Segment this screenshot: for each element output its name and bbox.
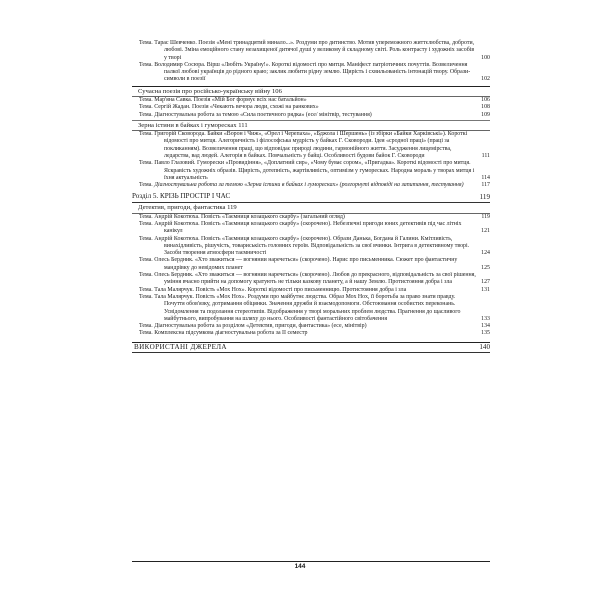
entry-text: Діагностувальна робота за розділом «Детектив, пригоди, фантастика» (есе, мінітвір) bbox=[154, 323, 367, 330]
entry-page: 125 bbox=[481, 264, 490, 271]
section-heading[interactable] bbox=[132, 192, 490, 203]
entry-label: Тема. bbox=[139, 213, 153, 220]
entry-text: Мар'яна Савка. Поезія «Мій Бог формує всіх нас батальйон» bbox=[154, 96, 307, 103]
toc-entry[interactable] bbox=[132, 272, 490, 287]
subsection-title: Зерна істини в байках і гуморесках bbox=[138, 121, 237, 129]
subsection-page: 111 bbox=[238, 121, 248, 129]
entry-text: Григорій Сковорода. Байки «Ворон і Чиж», «Орел і Черепаха», «Бджола і Шершень» (із збірки «Байки Харківські»). Короткі відомості про митця. Алегоричність і філософська мудрість у байках Г. Сковороди. Ідея «сродної праці» (праці за покликанням). Возвеличення праці, що відповідає природі людини, гармонійного життя. Засудження лицемірства, ледарства, вад людей. Алегорія в байках. Повчальність у байці. Особливості будови байок Г. Сковороди bbox=[154, 131, 468, 159]
toc-entry[interactable] bbox=[132, 131, 490, 160]
toc-entry[interactable] bbox=[132, 112, 490, 119]
entry-label: Тема. bbox=[139, 293, 153, 300]
subsection-page: 119 bbox=[227, 204, 237, 212]
entry-text: Володимир Сосюра. Вірш «Любіть Україну!». Короткі відомості про митця. Маніфест патріотичних почуттів. Возвеличення палкої любові українців до рідного краю; заклик любити рідну землю. Щирість і схвильованість інтонацій твору. Образи-символи в поезії bbox=[154, 61, 471, 83]
section-title: Розділ 5. КРІЗЬ ПРОСТІР І ЧАС bbox=[132, 192, 231, 201]
entry-label: Тема. bbox=[139, 111, 153, 118]
entry-label: Тема. bbox=[139, 286, 153, 293]
entry-page: 111 bbox=[481, 152, 490, 159]
subsection-title: Сучасна поезія про російсько-українську війну bbox=[138, 87, 271, 95]
subsection-heading[interactable] bbox=[132, 122, 490, 131]
entry-label: Тема. bbox=[139, 220, 153, 227]
entry-label: Тема. bbox=[139, 323, 153, 330]
sources-page: 140 bbox=[479, 342, 490, 351]
entry-text: Олесь Бердник. «Хто зважиться — вогнянии наречеться» (скорочено). Нарис про письменника. Сюжет про фантастичну мандрівку до невідомих планет bbox=[154, 257, 458, 271]
entry-text: Тала Малярчук. Повість «Мох Нох». Короткі відомості про письменницю. Протистояння добра і зла bbox=[154, 286, 407, 293]
entry-text: Тала Малярчук. Повість «Мох Нох». Роздуми про майбутнє людства. Образ Мох Нох, її боротьба за право знати правду. Почуття обов'язку, дотримання обіцянки. Значення дружби й взаємодопомоги. Обстоювання особистих переконань. Усвідомлення та подолання стереотипів. Відображення у творі моральних проблем людства. Прагнення до щасливого майбутнього, випробування на шляху до нього. Особливості фантастійного світобачення bbox=[154, 293, 461, 322]
toc-entry[interactable] bbox=[132, 40, 490, 62]
entry-text: Павло Глазовий. Гуморески «Провидіння», «Доплатний сир», «Чому буває сором», «Пригадка». Короткі відомості про митця. Яскравість художніх образів. Щирість, дотепність, жартівливість, оптимізм у гуморесках. Народна мораль у творах митця і їхня актуальність bbox=[154, 160, 475, 181]
entry-page: 114 bbox=[481, 174, 490, 181]
divider bbox=[132, 86, 490, 87]
entry-page: 109 bbox=[481, 111, 490, 118]
footer-rule bbox=[132, 561, 490, 562]
subsection-title: Детектив, пригоди, фантастика bbox=[138, 204, 226, 212]
entry-page: 124 bbox=[481, 250, 490, 257]
entry-text: Андрій Кокотюха. Повість «Таємниця козацького скарбу» (загальний огляд) bbox=[154, 213, 345, 220]
subsection-heading[interactable] bbox=[132, 88, 490, 97]
entry-label: Тема. bbox=[139, 330, 153, 337]
entry-label: Тема. bbox=[139, 182, 153, 189]
toc-entry[interactable] bbox=[132, 214, 490, 221]
subsection-page: 106 bbox=[271, 87, 282, 95]
toc-entry[interactable] bbox=[132, 221, 490, 236]
page-number: 144 bbox=[294, 563, 306, 570]
entry-label: Тема. bbox=[139, 160, 153, 167]
entry-text: Діагностувальна робота за темою «Зерна істини в байках і гуморесках» (розгорнуті відповіді на запитання, тестування) bbox=[154, 182, 464, 189]
entry-page: 117 bbox=[481, 182, 490, 189]
entry-group-c bbox=[132, 131, 490, 189]
entry-group-d bbox=[132, 214, 490, 338]
entry-page: 100 bbox=[481, 54, 490, 61]
entry-label: Тема. bbox=[139, 40, 153, 46]
entry-text: Олесь Бердник. «Хто зважиться — вогнянии наречеться» (скорочено). Любов до прекрасного, відповідальність за свої рішення, уміння вчасно прийти на допомогу кратують не тільки казкову планету, а й нашу Землю. Протистояння добра і зла bbox=[154, 272, 476, 286]
toc-entry[interactable] bbox=[132, 160, 490, 182]
subsection-heading[interactable] bbox=[132, 204, 490, 213]
entry-page: 102 bbox=[481, 76, 490, 83]
entry-label: Тема. bbox=[139, 96, 153, 103]
divider bbox=[132, 120, 490, 121]
entry-label: Тема. bbox=[139, 61, 153, 68]
toc-entry[interactable] bbox=[132, 257, 490, 272]
toc-entry[interactable] bbox=[132, 294, 490, 323]
toc-entry[interactable] bbox=[132, 62, 490, 84]
toc-entry[interactable] bbox=[132, 330, 490, 337]
entry-page: 133 bbox=[481, 315, 490, 322]
entry-text: Андрій Кокотюха. Повість «Таємниця козацького скарбу» (скорочено). Небезпечні пригоди юних детективів під час літніх канікул bbox=[154, 220, 462, 235]
entry-page: 134 bbox=[481, 323, 490, 330]
table-of-contents bbox=[132, 40, 490, 353]
entry-text: Сергій Жадан. Поезія «Чекають вечора люди, схожі на ранкових» bbox=[154, 104, 319, 111]
entry-text: Андрій Кокотюха. Повість «Таємниця козацького скарбу» (скорочено). Образи Данька, Богдана й Галини. Кмітливість, винахідливість, рішучість, товариськість головних героїв. Відповідальність за свої вчинки. Інтрига в детективному творі. Засоби творення атмосфери таємничості bbox=[154, 235, 470, 257]
sources-heading[interactable] bbox=[132, 342, 490, 353]
entry-page: 119 bbox=[481, 213, 490, 220]
toc-entry[interactable] bbox=[132, 236, 490, 258]
entry-group-b bbox=[132, 97, 490, 119]
toc-entry[interactable] bbox=[132, 182, 490, 189]
entry-page: 106 bbox=[481, 96, 490, 103]
entry-label: Тема. bbox=[139, 104, 153, 111]
entry-label: Тема. bbox=[139, 235, 153, 242]
entry-page: 108 bbox=[481, 104, 490, 111]
entry-text: Тарас Шевченко. Поезія «Мені тринадцятий минало...». Роздуми про дитинство. Мотив упереможного життєлюбства, доброти, любові. Зміна емоційного стану незахищеної дитячої душі у великому й складному світі. Роль контрасту і художніх засобів у творі bbox=[154, 40, 475, 61]
toc-entry[interactable] bbox=[132, 287, 490, 294]
entry-text: Комплексна підсумкова діагностувальна робота за II семестр bbox=[154, 330, 308, 337]
toc-entry[interactable] bbox=[132, 104, 490, 111]
entry-group-a bbox=[132, 40, 490, 84]
entry-page: 127 bbox=[481, 279, 490, 286]
entry-page: 131 bbox=[481, 286, 490, 293]
entry-label: Тема. bbox=[139, 272, 153, 279]
entry-label: Тема. bbox=[139, 257, 153, 264]
sources-title: ВИКОРИСТАНІ ДЖЕРЕЛА bbox=[134, 342, 227, 351]
section-page: 119 bbox=[479, 193, 490, 202]
entry-page: 121 bbox=[481, 228, 490, 235]
entry-label: Тема. bbox=[139, 131, 153, 138]
entry-text: Діагностувальна робота за темою «Сила поетичного рядка» (есе/ мінітвір, тестування) bbox=[154, 111, 372, 118]
entry-page: 135 bbox=[481, 330, 490, 337]
